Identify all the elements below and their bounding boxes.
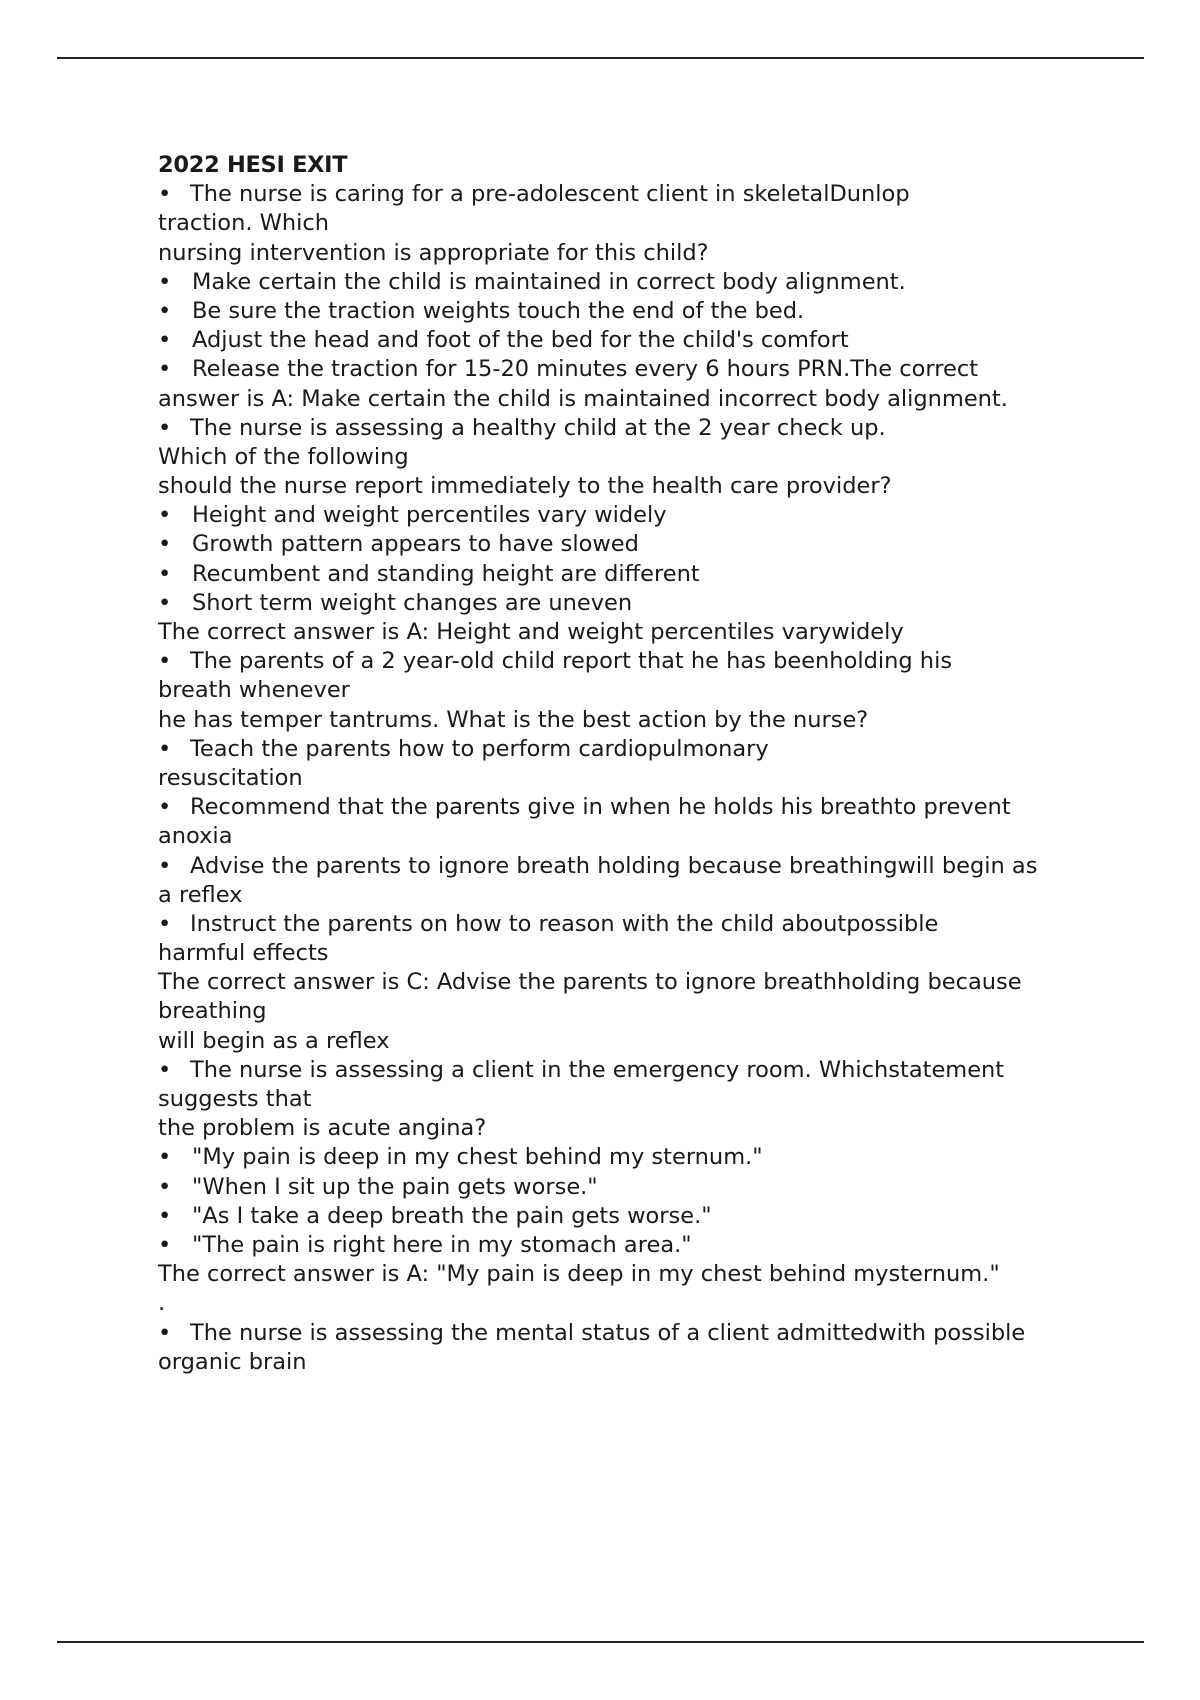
line-text: should the nurse report immediately to the health care provider?	[158, 473, 892, 500]
line-text: the problem is acute angina?	[158, 1115, 487, 1142]
line-text: traction. Which	[158, 210, 330, 237]
line-text: Instruct the parents on how to reason with the child aboutpossible	[190, 910, 939, 937]
line-text: Be sure the traction weights touch the end of the bed.	[192, 297, 805, 324]
text-line	[158, 1114, 1078, 1143]
bottom-rule	[57, 1641, 1144, 1643]
text-line	[158, 881, 1078, 910]
option-line	[158, 1173, 1078, 1202]
option-line	[158, 589, 1078, 618]
bullet-icon: •	[158, 502, 172, 529]
line-text: "My pain is deep in my chest behind my sternum."	[192, 1144, 763, 1171]
option-line	[158, 268, 1078, 297]
question-line	[158, 793, 1078, 822]
text-line	[158, 939, 1078, 968]
bullet-icon: •	[158, 356, 172, 383]
text-line	[158, 1260, 1078, 1289]
line-text: harmful effects	[158, 940, 329, 967]
line-text: Short term weight changes are uneven	[192, 589, 633, 616]
option-line	[158, 1231, 1078, 1260]
line-text: Adjust the head and foot of the bed for the child's comfort	[192, 327, 849, 354]
line-text: The nurse is assessing the mental status of a client admittedwith possible	[190, 1319, 1026, 1346]
document-lines	[158, 180, 1078, 1377]
text-line	[158, 472, 1078, 501]
text-line	[158, 997, 1078, 1026]
bullet-icon: •	[158, 560, 172, 587]
text-line	[158, 1348, 1078, 1377]
line-text: breathing	[158, 998, 267, 1025]
line-text: "As I take a deep breath the pain gets worse."	[192, 1202, 712, 1229]
text-line	[158, 618, 1078, 647]
text-line	[158, 385, 1078, 414]
bullet-icon: •	[158, 1202, 172, 1229]
line-text: Teach the parents how to perform cardiopulmonary	[190, 735, 769, 762]
line-text: answer is A: Make certain the child is maintained incorrect body alignment.	[158, 385, 1008, 412]
line-text: he has temper tantrums. What is the best action by the nurse?	[158, 706, 869, 733]
text-line	[158, 764, 1078, 793]
line-text: Growth pattern appears to have slowed	[192, 531, 639, 558]
bullet-icon: •	[158, 1056, 172, 1083]
line-text: The nurse is assessing a client in the emergency room. Whichstatement	[190, 1056, 1005, 1083]
line-text: The nurse is assessing a healthy child at the 2 year check up.	[190, 414, 886, 441]
bullet-icon: •	[158, 852, 172, 879]
line-text: The correct answer is A: "My pain is deep in my chest behind mysternum."	[158, 1261, 1000, 1288]
line-text: will begin as a reflex	[158, 1027, 390, 1054]
line-text: Advise the parents to ignore breath holding because breathingwill begin as	[190, 852, 1038, 879]
line-text: suggests that	[158, 1086, 312, 1112]
line-text: anoxia	[158, 823, 233, 850]
bullet-icon: •	[158, 327, 172, 354]
text-line	[158, 1085, 1078, 1114]
line-text: a reflex	[158, 881, 243, 908]
question-line	[158, 910, 1078, 939]
bullet-icon: •	[158, 589, 172, 616]
option-line	[158, 326, 1078, 355]
option-line	[158, 1143, 1078, 1172]
line-text: nursing intervention is appropriate for this child?	[158, 239, 709, 266]
question-line	[158, 647, 1078, 676]
line-text: "When I sit up the pain gets worse."	[192, 1173, 598, 1200]
line-text: Make certain the child is maintained in correct body alignment.	[192, 268, 906, 295]
text-line	[158, 822, 1078, 851]
line-text: organic brain	[158, 1348, 307, 1375]
line-text: The correct answer is A: Height and weight percentiles varywidely	[158, 619, 904, 645]
bullet-icon: •	[158, 268, 172, 295]
line-text: "The pain is right here in my stomach area."	[192, 1231, 692, 1258]
line-text: The correct answer is C: Advise the parents to ignore breathholding because	[158, 969, 1022, 996]
question-line	[158, 852, 1078, 881]
option-line	[158, 530, 1078, 559]
line-text: Release the traction for 15-20 minutes every 6 hours PRN.The correct	[192, 356, 979, 383]
question-line	[158, 414, 1078, 443]
bullet-icon: •	[158, 648, 172, 675]
line-text: .	[158, 1290, 166, 1317]
document-body	[158, 151, 1078, 1377]
text-line	[158, 1289, 1078, 1318]
document-title: 2022 HESI EXIT	[158, 152, 348, 178]
line-text: Height and weight percentiles vary widely	[192, 502, 667, 529]
bullet-icon: •	[158, 910, 172, 937]
option-line	[158, 297, 1078, 326]
line-text: Which of the following	[158, 443, 409, 470]
bullet-icon: •	[158, 531, 172, 558]
bullet-icon: •	[158, 1319, 172, 1346]
question-line	[158, 1319, 1078, 1348]
bullet-icon: •	[158, 181, 172, 208]
bullet-icon: •	[158, 1231, 172, 1258]
line-text: The nurse is caring for a pre-adolescent client in skeletalDunlop	[190, 181, 910, 208]
bullet-icon: •	[158, 735, 172, 762]
question-line	[158, 1056, 1078, 1085]
text-line	[158, 968, 1078, 997]
option-line	[158, 501, 1078, 530]
bullet-icon: •	[158, 1173, 172, 1200]
question-line	[158, 735, 1078, 764]
bullet-icon: •	[158, 794, 172, 821]
line-text: Recommend that the parents give in when he holds his breathto prevent	[190, 794, 1011, 821]
option-line	[158, 1202, 1078, 1231]
bullet-icon: •	[158, 414, 172, 441]
text-line	[158, 706, 1078, 735]
text-line	[158, 1027, 1078, 1056]
line-text: resuscitation	[158, 764, 303, 791]
bullet-icon: •	[158, 297, 172, 324]
line-text: breath whenever	[158, 677, 350, 704]
line-text: Recumbent and standing height are different	[192, 560, 700, 587]
question-line	[158, 180, 1078, 209]
text-line	[158, 676, 1078, 705]
text-line	[158, 239, 1078, 268]
text-line	[158, 443, 1078, 472]
bullet-icon: •	[158, 1144, 172, 1171]
text-line	[158, 209, 1078, 238]
top-rule	[57, 57, 1144, 59]
option-line	[158, 355, 1078, 384]
option-line	[158, 560, 1078, 589]
line-text: The parents of a 2 year-old child report that he has beenholding his	[190, 648, 953, 675]
